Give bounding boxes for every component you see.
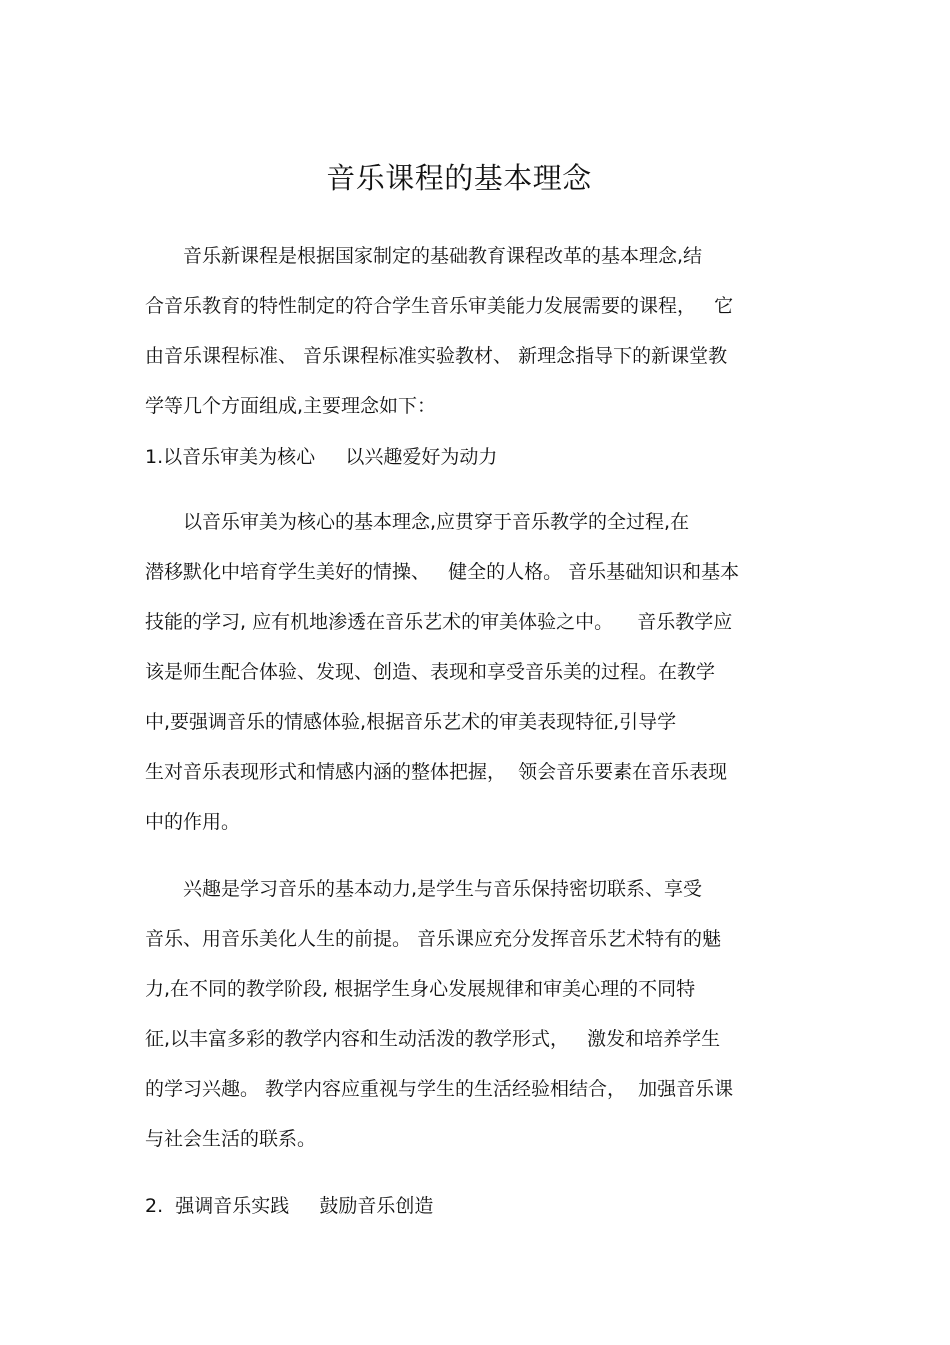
section-1-heading: 1.以音乐审美为核心 以兴趣爱好为动力 xyxy=(145,446,498,468)
s1-para1-line-1: 以音乐审美为核心的基本理念,应贯穿于音乐教学的全过程,在 xyxy=(183,511,690,533)
s1-para2-line-1: 兴趣是学习音乐的基本动力,是学生与音乐保持密切联系、享受 xyxy=(183,878,703,900)
intro-line-2: 合音乐教育的特性制定的符合学生音乐审美能力发展需要的课程， 它 xyxy=(145,295,734,317)
intro-line-3: 由音乐课程标准、 音乐课程标准实验教材、 新理念指导下的新课堂教 xyxy=(145,345,728,367)
s1-para2-line-3: 力,在不同的教学阶段, 根据学生身心发展规律和审美心理的不同特 xyxy=(145,978,696,1000)
s1-para2-line-2: 音乐、用音乐美化人生的前提。 音乐课应充分发挥音乐艺术特有的魅 xyxy=(145,928,722,950)
s1-para1-line-2: 潜移默化中培育学生美好的情操、 健全的人格。 音乐基础知识和基本 xyxy=(145,561,740,583)
s1-para1-line-7: 中的作用。 xyxy=(145,811,241,833)
s1-para1-line-4: 该是师生配合体验、发现、创造、表现和享受音乐美的过程。在教学 xyxy=(145,661,716,683)
intro-line-1: 音乐新课程是根据国家制定的基础教育课程改革的基本理念,结 xyxy=(183,245,703,267)
document-title: 音乐课程的基本理念 xyxy=(326,161,592,195)
s1-para2-line-6: 与社会生活的联系。 xyxy=(145,1128,317,1150)
s1-para1-line-3: 技能的学习, 应有机地渗透在音乐艺术的审美体验之中。 音乐教学应 xyxy=(145,611,733,633)
s1-para2-line-4: 征,以丰富多彩的教学内容和生动活泼的教学形式， 激发和培养学生 xyxy=(145,1028,721,1050)
section-2-heading: 2. 强调音乐实践 鼓励音乐创造 xyxy=(145,1195,434,1217)
intro-line-4: 学等几个方面组成,主要理念如下： xyxy=(145,395,437,417)
s1-para2-line-5: 的学习兴趣。 教学内容应重视与学生的生活经验相结合， 加强音乐课 xyxy=(145,1078,734,1100)
s1-para1-line-5: 中,要强调音乐的情感体验,根据音乐艺术的审美表现特征,引导学 xyxy=(145,711,677,733)
s1-para1-line-6: 生对音乐表现形式和情感内涵的整体把握， 领会音乐要素在音乐表现 xyxy=(145,761,728,783)
